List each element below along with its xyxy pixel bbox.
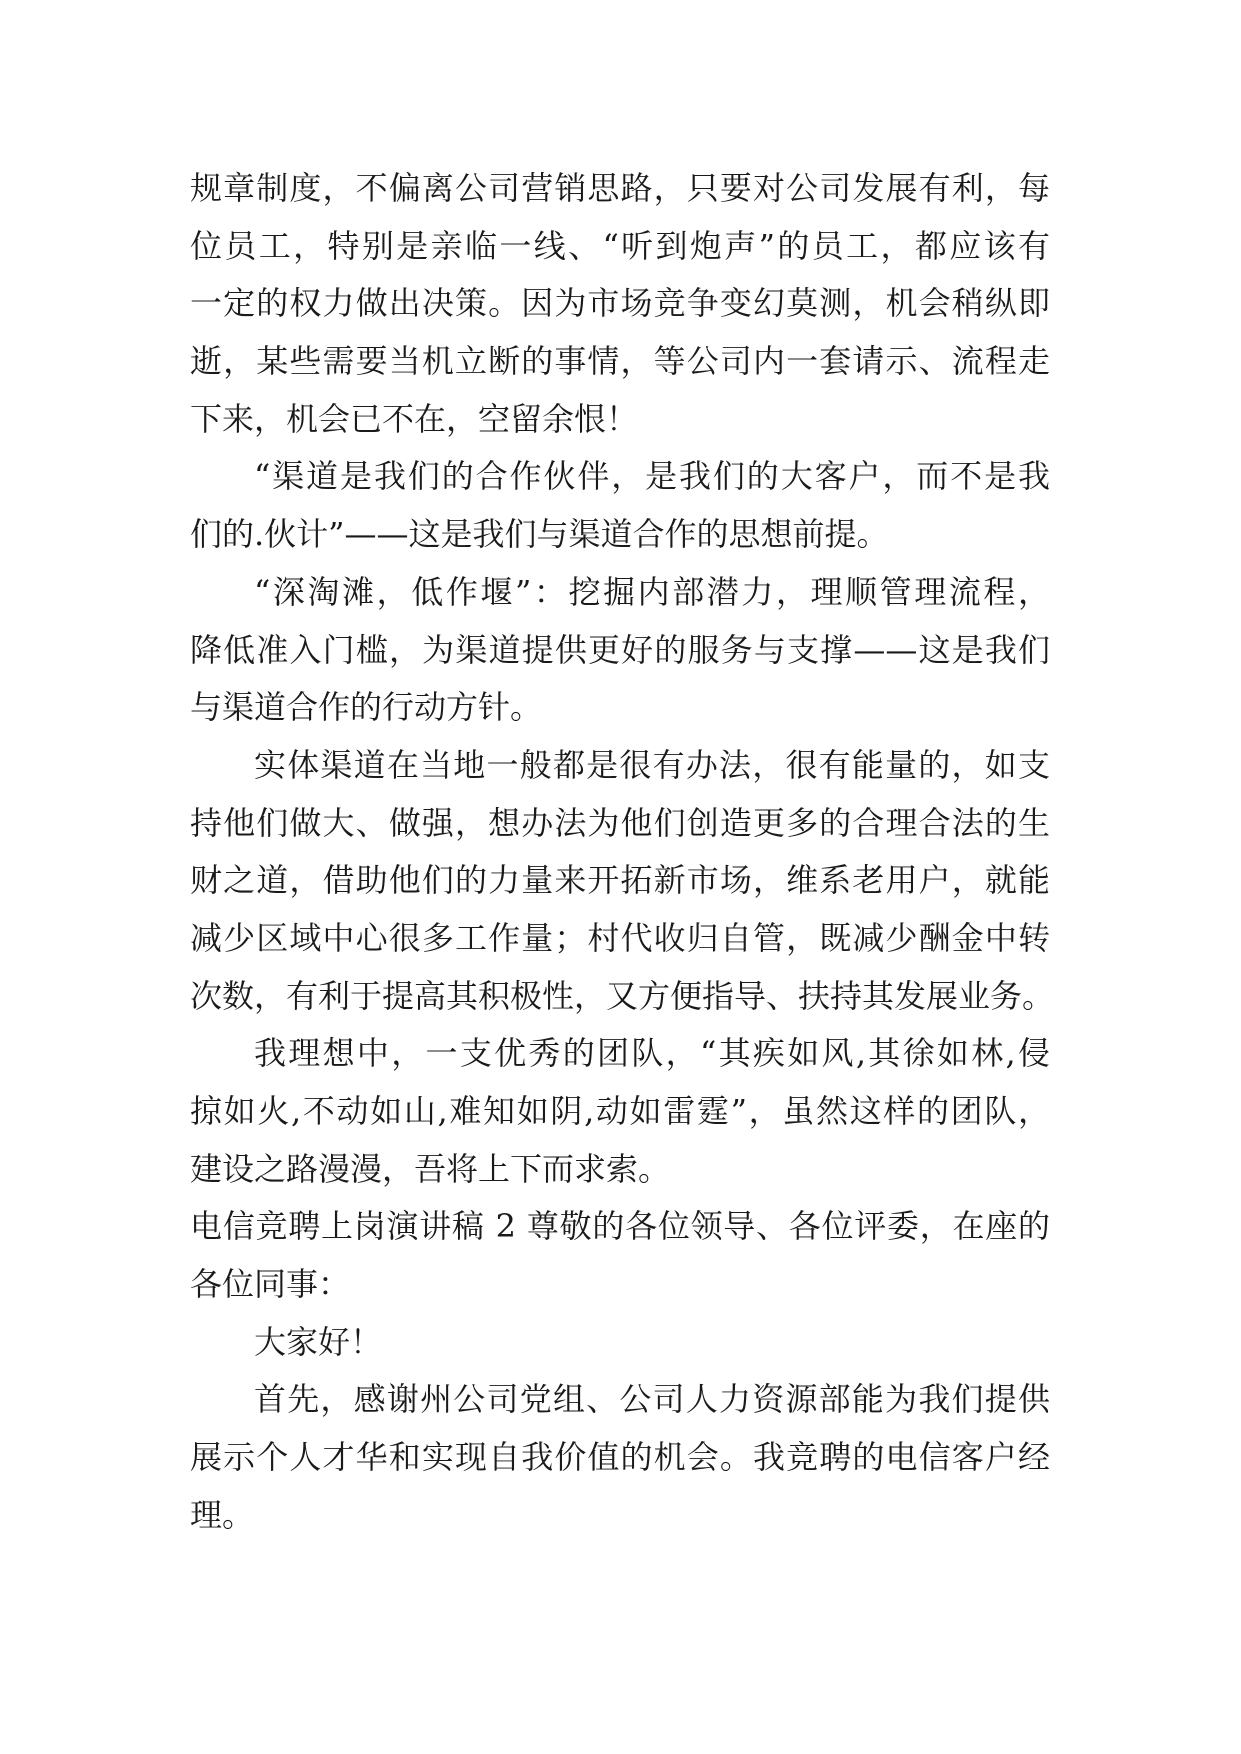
text-line: 财之道，借助他们的力量来开拓新市场，维系老用户，就能 [190, 861, 1050, 900]
paragraph-first-line: “深淘滩，低作堰”：挖掘内部潜力，理顺管理流程， [254, 572, 1050, 611]
paragraph-first-line: 实体渠道在当地一般都是很有办法，很有能量的，如支 [254, 745, 1050, 784]
document-page [190, 160, 1055, 1545]
section-heading-line: 电信竞聘上岗演讲稿 2 尊敬的各位领导、各位评委，在座的 [190, 1207, 1050, 1246]
text-line: 减少区域中心很多工作量；村代收归自管，既减少酬金中转 [190, 918, 1050, 957]
text-line: 次数，有利于提高其积极性，又方便指导、扶持其发展业务。 [190, 976, 1055, 1015]
paragraph-first-line: 首先，感谢州公司党组、公司人力资源部能为我们提供 [254, 1380, 1050, 1419]
text-line: 位员工，特别是亲临一线、“听到炮声”的员工，都应该有 [190, 226, 1050, 265]
text-line: 降低准入门槛，为渠道提供更好的服务与支撑——这是我们 [190, 630, 1050, 669]
text-line: 规章制度，不偏离公司营销思路，只要对公司发展有利，每 [190, 169, 1050, 207]
text-line: 掠如火,不动如山,难知如阴,动如雷霆”，虽然这样的团队， [190, 1092, 1050, 1130]
text-line: 逝，某些需要当机立断的事情，等公司内一套请示、流程走 [190, 342, 1050, 381]
text-line: 各位同事： [190, 1265, 351, 1304]
paragraph-first-line: “渠道是我们的合作伙伴，是我们的大客户，而不是我 [254, 457, 1050, 496]
text-line: 建设之路漫漫，吾将上下而求索。 [190, 1149, 671, 1188]
paragraph-first-line: 我理想中，一支优秀的团队，“其疾如风,其徐如林,侵 [254, 1034, 1050, 1073]
text-line: 理。 [190, 1495, 255, 1534]
text-line: 一定的权力做出决策。因为市场竞争变幻莫测，机会稍纵即 [190, 284, 1050, 323]
text-line: 与渠道合作的行动方针。 [190, 688, 543, 727]
text-line: 持他们做大、做强，想办法为他们创造更多的合理合法的生 [190, 803, 1050, 842]
text-line: 下来，机会已不在，空留余恨！ [190, 399, 639, 438]
text-line: 展示个人才华和实现自我价值的机会。我竞聘的电信客户经 [190, 1438, 1050, 1477]
greeting-line: 大家好！ [254, 1322, 383, 1361]
text-line: 们的.伙计”——这是我们与渠道合作的思想前提。 [190, 515, 889, 554]
